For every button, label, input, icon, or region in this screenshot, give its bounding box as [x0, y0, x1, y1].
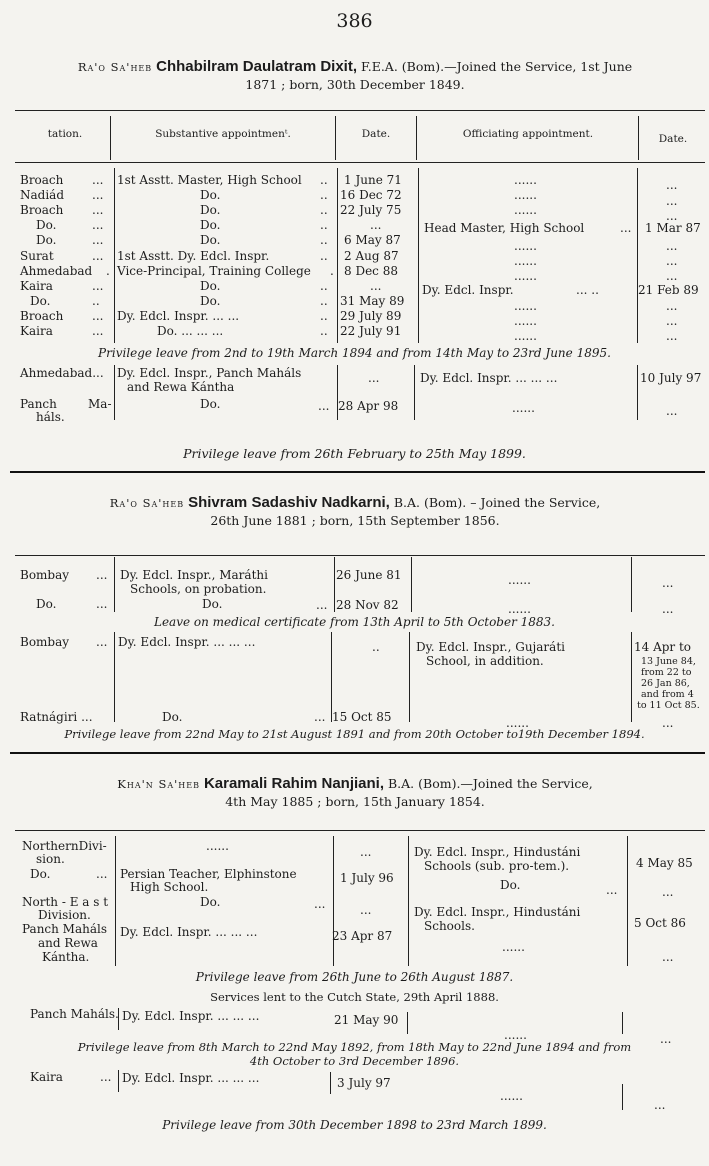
leader-dots: .. [92, 294, 100, 308]
leader-dots: ... [92, 173, 104, 187]
date-cell: 16 Dec 72 [340, 188, 402, 202]
officiating-cell: ...... [514, 269, 537, 283]
station-cell: Kaira [20, 324, 53, 338]
leader-dots: ... [92, 203, 104, 217]
s1-name: Chhabilram Daulatram Dixit, [156, 58, 358, 75]
date2-extra: 13 June 84, [641, 656, 696, 667]
date2-extra: from 22 to [641, 667, 692, 678]
leader-dots: .. [320, 279, 328, 293]
s1-line2: 1871 ; born, 30th December 1849. [245, 77, 465, 92]
date-cell: ... [360, 903, 372, 917]
leader-dots: ... [92, 188, 104, 202]
leader-dots: ... [314, 710, 326, 724]
substantive-cell: Do. [162, 710, 183, 724]
s1-line1: F.E.A. (Bom).—Joined the Service, 1st June [361, 59, 633, 74]
date-cell: 6 May 87 [344, 233, 401, 247]
s3-sep-d1 [118, 1070, 119, 1092]
col-substantive: Substantive appointmenᵗ. [155, 128, 291, 140]
s2-line2: 26th June 1881 ; born, 15th September 1856. [210, 513, 500, 528]
s2-name: Shivram Sadashiv Nadkarni, [188, 494, 390, 511]
s1-body-sep-4 [637, 168, 638, 343]
s3-note-2: Services lent to the Cutch State, 29th April 1888. [210, 990, 499, 1004]
date2-cell: ... [666, 299, 678, 313]
date2-cell: 14 Apr to [634, 640, 692, 654]
station-cell: Kaira [20, 279, 53, 293]
substantive-cell: Dy. Edcl. Inspr. ... ... [117, 309, 240, 323]
officiating-cell: ...... [514, 329, 537, 343]
date2-cell: ... [666, 404, 678, 418]
leader-dots: ... [96, 568, 108, 582]
leader-dots: ... [92, 324, 104, 338]
s3-header [20, 775, 690, 810]
station-cell: Do. [36, 218, 57, 232]
date2-cell: ... [662, 576, 674, 590]
substantive-cell: Do. [200, 397, 221, 411]
station-cell: Ahmedabad... [20, 366, 104, 380]
substantive-cell: Do. [200, 233, 221, 247]
leader-dots: .. [320, 324, 328, 338]
officiating-cell: Head Master, High School [424, 221, 585, 235]
officiating-cell: ...... [514, 299, 537, 313]
station-cell: Surat [20, 249, 54, 263]
s3-sep-2 [333, 836, 334, 966]
s1-body-sep-3 [418, 168, 419, 343]
officiating-cell: ...... [512, 401, 535, 415]
s2-sep-2 [334, 557, 335, 612]
officiating-cell: ...... [502, 940, 525, 954]
s1-sep-a1 [114, 365, 115, 420]
officiating-cell: Dy. Edcl. Inspr., Hindustáni [414, 845, 581, 859]
s3-note-4: Privilege leave from 30th December 1898 to 23rd March 1899. [162, 1118, 547, 1132]
s2-sep-b1 [114, 632, 115, 722]
station-cell-cont2: Kántha. [42, 950, 90, 964]
date2-cell: 1 Mar 87 [645, 221, 701, 235]
leader-dots: ... [92, 218, 104, 232]
s1-sep-a3 [414, 365, 415, 420]
substantive-cell: Vice-Principal, Training College [117, 264, 311, 278]
leader-dots: ... [316, 598, 328, 612]
s1-header [20, 58, 690, 93]
s2-note-2: Privilege leave from 22nd May to 21st August 1891 and from 20th October to19th December 1894. [64, 727, 645, 741]
station-cell: Bombay [20, 568, 70, 582]
s1-header-rule [15, 162, 705, 163]
s1-body-sep-2 [337, 168, 338, 343]
station-cell: Do. [36, 597, 57, 611]
s2-end-rule [10, 752, 705, 754]
date2-cell: 5 Oct 86 [634, 916, 686, 930]
leader-dots: ... [92, 309, 104, 323]
officiating-cell: ...... [514, 254, 537, 268]
date-cell: 3 July 97 [337, 1076, 391, 1090]
station-cell-cont: sion. [36, 852, 65, 866]
leader-dots: ... [92, 249, 104, 263]
date2-extra: 26 Jan 86, [641, 678, 690, 689]
station-cell: Do. [30, 294, 51, 308]
date2-cell: ... [666, 194, 678, 208]
leader-dots: ... [606, 883, 618, 897]
date2-cell: ... [666, 209, 678, 223]
station-cell: Nadiád [20, 188, 65, 202]
col-date2: Date. [658, 133, 688, 145]
leader-dots: ... [96, 867, 108, 881]
date-cell: 26 June 81 [336, 568, 402, 582]
s3-sep-d2 [330, 1072, 331, 1094]
date2-cell: ... [666, 269, 678, 283]
station-cell-cont: Division. [38, 908, 91, 922]
date2-extra: to 11 Oct 85. [637, 700, 700, 711]
officiating-cell: ...... [514, 239, 537, 253]
substantive-cell: Dy. Edcl. Inspr. ... ... ... [122, 1009, 260, 1023]
station-cell: Ahmedabad [20, 264, 93, 278]
station-cell: Do. [36, 233, 57, 247]
s2-note-1: Leave on medical certificate from 13th April to 5th October 1883. [153, 615, 555, 629]
officiating-cell-cont: School, in addition. [426, 654, 544, 668]
station-cell-b: Ma- [88, 397, 112, 411]
substantive-cell: Dy. Edcl. Inspr. ... ... ... [120, 925, 258, 939]
s3-prefix: Kha'n Sa'heb [117, 777, 200, 791]
s1-note-2: Privilege leave from 26th February to 25th May 1899. [183, 446, 526, 461]
leader-dots: ... [96, 635, 108, 649]
substantive-cell: 1st Asstt. Master, High School [117, 173, 302, 187]
s3-top-rule [15, 830, 705, 831]
s2-top-rule [15, 555, 705, 556]
leader-dots: ... [318, 399, 330, 413]
station-cell-cont: and Rewa [38, 936, 98, 950]
s2-sep-b2 [331, 632, 332, 722]
s1-prefix: Ra'o Sa'heb [77, 60, 153, 74]
substantive-cell: Do. [200, 895, 221, 909]
s3-name: Karamali Rahim Nanjiani, [203, 775, 385, 792]
substantive-cell: Do. [202, 597, 223, 611]
substantive-cell: Dy. Edcl. Inspr. ... ... ... [118, 635, 256, 649]
date-cell: 31 May 89 [340, 294, 405, 308]
date2-cell: ... [666, 239, 678, 253]
s1-col-sep-4 [638, 116, 639, 160]
date-cell: ... [368, 371, 380, 385]
officiating-cell: Dy. Edcl. Inspr., Gujaráti [416, 640, 565, 654]
leader-dots: ... [92, 233, 104, 247]
substantive-cell: Do. [200, 294, 221, 308]
date-cell: 2 Aug 87 [344, 249, 399, 263]
s3-sep-1 [115, 836, 116, 966]
officiating-cell: Dy. Edcl. Inspr. [422, 283, 514, 297]
substantive-cell-cont: and Rewa Kántha [127, 380, 235, 394]
station-cell: Panch [20, 397, 57, 411]
officiating-cell: ...... [508, 573, 531, 587]
officiating-cell: ...... [508, 602, 531, 616]
officiating-cell: ...... [506, 716, 529, 730]
s2-sep-b4 [631, 632, 632, 722]
substantive-cell: Dy. Edcl. Inspr. ... ... ... [122, 1071, 260, 1085]
leader-dots: . [330, 264, 334, 278]
leader-dots: ... [620, 221, 632, 235]
date2-cell: ... [662, 950, 674, 964]
leader-dots: ... [100, 1070, 112, 1084]
leader-dots: .. [320, 294, 328, 308]
date2-cell: ... [666, 178, 678, 192]
s3-sep-d4 [622, 1084, 623, 1110]
page-number: 386 [336, 10, 373, 32]
s3-note-3: Privilege leave from 8th March to 22nd May 1892, from 18th May to 22nd June 1894 and from [77, 1040, 632, 1054]
station-cell: Ratnágiri ... [20, 710, 93, 724]
date-cell: 15 Oct 85 [332, 710, 392, 724]
s3-line2: 4th May 1885 ; born, 15th January 1854. [225, 794, 485, 809]
date2-cell: 10 July 97 [640, 371, 702, 385]
station-cell: Panch Maháls [22, 922, 108, 936]
date2-cell: ... [666, 314, 678, 328]
s1-note-1: Privilege leave from 2nd to 19th March 1894 and from 14th May to 23rd June 1895. [98, 346, 611, 360]
s3-sep-c4 [622, 1012, 623, 1034]
s3-sep-c3 [407, 1012, 408, 1034]
officiating-cell-cont: Schools. [424, 919, 475, 933]
leader-dots: .. [320, 233, 328, 247]
officiating-cell: ...... [514, 203, 537, 217]
date-cell: 1 July 96 [340, 871, 394, 885]
station-cell: Panch Maháls. [30, 1007, 119, 1021]
station-cell: NorthernDivi- [22, 839, 107, 853]
station-cell: Broach [20, 309, 64, 323]
date-cell: 1 June 71 [344, 173, 402, 187]
s1-col-sep-3 [416, 116, 417, 160]
leader-dots: ... .. [576, 283, 599, 297]
date2-cell: ... [654, 1098, 666, 1112]
officiating-cell: Do. [500, 878, 521, 892]
officiating-cell: ...... [514, 188, 537, 202]
date-cell: ... [370, 218, 382, 232]
date-cell: 22 July 91 [340, 324, 402, 338]
leader-dots: .. [320, 203, 328, 217]
s2-sep-1 [114, 557, 115, 612]
date2-cell: ... [666, 254, 678, 268]
station-cell: Bombay [20, 635, 70, 649]
col-officiating: Officiating appointment. [462, 128, 594, 140]
s1-col-sep-1 [110, 116, 111, 160]
leader-dots: .. [320, 309, 328, 323]
date-cell: 8 Dec 88 [344, 264, 398, 278]
date2-cell: ... [662, 716, 674, 730]
substantive-cell-cont: Schools, on probation. [130, 582, 267, 596]
s3-sep-3 [408, 836, 409, 966]
date-cell: 28 Nov 82 [336, 598, 399, 612]
substantive-cell: Dy. Edcl. Inspr., Panch Maháls [117, 366, 302, 380]
leader-dots: . [106, 264, 110, 278]
date-cell: 21 May 90 [334, 1013, 399, 1027]
officiating-cell: ...... [504, 1028, 527, 1042]
station-cell-cont: háls. [36, 410, 65, 424]
s1-body-sep-1 [114, 168, 115, 343]
leader-dots: ... [96, 597, 108, 611]
s2-sep-4 [631, 557, 632, 612]
substantive-cell: Do. [200, 188, 221, 202]
s3-note-3b: 4th October to 3rd December 1896. [249, 1054, 460, 1068]
station-cell: Broach [20, 173, 64, 187]
date2-cell: 21 Feb 89 [638, 283, 699, 297]
leader-dots: ... [92, 279, 104, 293]
date-cell: 29 July 89 [340, 309, 402, 323]
leader-dots: .. [320, 188, 328, 202]
s3-line1: B.A. (Bom).—Joined the Service, [388, 776, 593, 791]
substantive-cell: 1st Asstt. Dy. Edcl. Inspr. [117, 249, 270, 263]
officiating-cell: ...... [514, 173, 537, 187]
leader-dots: .. [320, 249, 328, 263]
substantive-cell: Do. [200, 203, 221, 217]
date-cell: 28 Apr 98 [338, 399, 399, 413]
date2-cell: ... [662, 602, 674, 616]
s1-end-rule [10, 471, 705, 473]
date-cell: 23 Apr 87 [332, 929, 393, 943]
substantive-cell: ...... [206, 839, 229, 853]
station-cell: Do. [30, 867, 51, 881]
date-cell: ... [370, 279, 382, 293]
substantive-cell: Do. [200, 279, 221, 293]
leader-dots: .. [320, 218, 328, 232]
station-cell: Kaira [30, 1070, 63, 1084]
date2-cell: ... [666, 329, 678, 343]
substantive-cell-cont: High School. [130, 880, 209, 894]
date-cell: ... [360, 845, 372, 859]
leader-dots: .. [320, 173, 328, 187]
date2-cell: 4 May 85 [636, 856, 693, 870]
s2-sep-3 [411, 557, 412, 612]
date-cell: 22 July 75 [340, 203, 402, 217]
officiating-cell: ...... [514, 314, 537, 328]
s2-prefix: Ra'o Sa'heb [109, 496, 185, 510]
substantive-cell: Persian Teacher, Elphinstone [120, 867, 297, 881]
date2-extra: and from 4 [641, 689, 694, 700]
station-cell: Broach [20, 203, 64, 217]
s2-header [20, 494, 690, 529]
date2-cell: ... [660, 1032, 672, 1046]
date-cell: .. [372, 640, 380, 654]
substantive-cell: Do. [200, 218, 221, 232]
s3-sep-4 [627, 836, 628, 966]
station-cell: North - E a s t [22, 895, 109, 909]
col-date: Date. [361, 128, 391, 140]
substantive-cell: Do. ... ... ... [157, 324, 224, 338]
s1-top-rule [15, 110, 705, 111]
date2-cell: ... [662, 885, 674, 899]
officiating-cell-cont: Schools (sub. pro-tem.). [424, 859, 570, 873]
officiating-cell: ...... [500, 1089, 523, 1103]
s2-line1: B.A. (Bom). – Joined the Service, [393, 495, 601, 510]
leader-dots: ... [314, 897, 326, 911]
col-station: tation. [47, 128, 83, 140]
s1-sep-a4 [637, 365, 638, 420]
s3-note-1: Privilege leave from 26th June to 26th August 1887. [195, 970, 514, 984]
substantive-cell: Dy. Edcl. Inspr., Maráthi [120, 568, 268, 582]
officiating-cell: Dy. Edcl. Inspr., Hindustáni [414, 905, 581, 919]
officiating-cell: Dy. Edcl. Inspr. ... ... ... [420, 371, 558, 385]
s2-sep-b3 [409, 632, 410, 722]
